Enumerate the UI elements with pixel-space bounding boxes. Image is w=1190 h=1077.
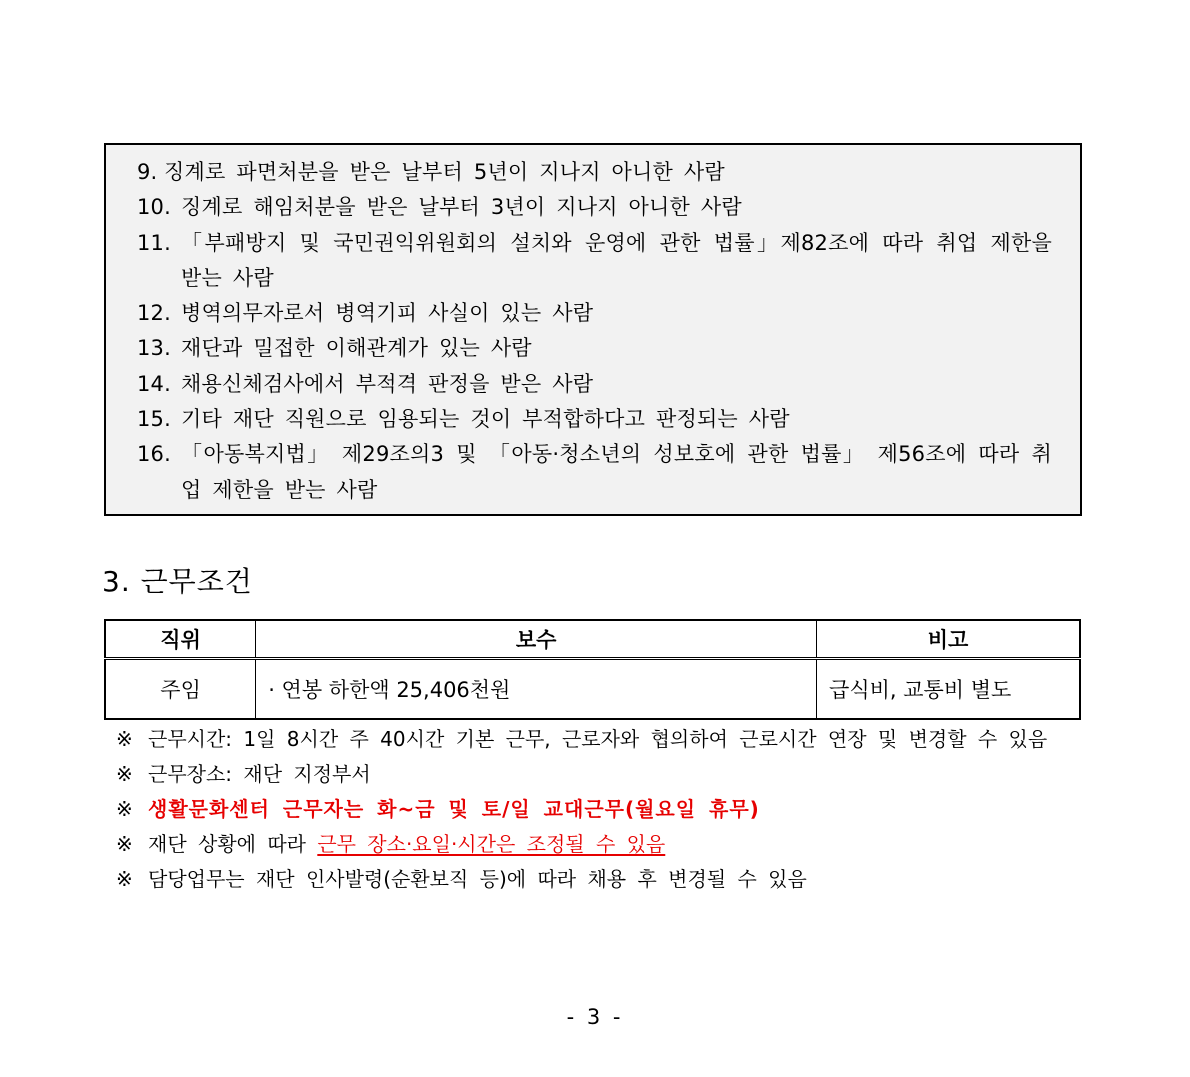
note-text: 담당업무는 재단 인사발령(순환보직 등)에 따라 채용 후 변경될 수 있음 xyxy=(148,867,807,891)
header-position: 직위 xyxy=(105,620,256,659)
header-pay: 보수 xyxy=(256,620,817,659)
item-number: 13. xyxy=(137,336,171,361)
item-text: 「부패방지 및 국민권익위원회의 설치와 운영에 관한 법률」제82조에 따라 취업 제한을 받는 사람 xyxy=(181,230,1052,290)
note-work-place xyxy=(116,757,1074,792)
note-text-prefix: 재단 상황에 따라 xyxy=(148,832,318,856)
page-number: - 3 - xyxy=(566,1005,624,1029)
reference-mark: ※ xyxy=(116,867,133,891)
list-item xyxy=(137,331,1052,366)
list-item xyxy=(137,367,1052,402)
cell-note: 급식비, 교통비 별도 xyxy=(817,659,1080,720)
cell-pay: · 연봉 하한액 25,406천원 xyxy=(256,659,817,720)
item-text: 「아동복지법」 제29조의3 및 「아동·청소년의 성보호에 관한 법률」 제56조에 따라 취업 제한을 받는 사람 xyxy=(181,442,1052,502)
reference-mark: ※ xyxy=(116,762,133,786)
disqualification-list-box xyxy=(104,143,1082,516)
note-text-underlined: 근무 장소·요일·시간은 조정될 수 있음 xyxy=(317,832,666,856)
item-text: 징계로 해임처분을 받은 날부터 3년이 지나지 아니한 사람 xyxy=(181,195,742,220)
note-text xyxy=(148,827,1074,862)
item-number: 10. xyxy=(137,195,171,220)
table-header-row xyxy=(105,620,1080,659)
list-item xyxy=(137,402,1052,437)
item-number: 11. xyxy=(137,230,171,255)
note-duty-change xyxy=(116,862,1074,897)
note-adjustment xyxy=(116,827,1074,862)
list-item xyxy=(137,190,1052,225)
header-note: 비고 xyxy=(817,620,1080,659)
list-item xyxy=(137,296,1052,331)
list-item xyxy=(137,437,1052,508)
cell-position: 주임 xyxy=(160,678,201,702)
item-number: 14. xyxy=(137,371,171,396)
item-number: 9. xyxy=(137,160,158,184)
item-text: 재단과 밀접한 이해관계가 있는 사람 xyxy=(181,336,532,361)
note-work-hours xyxy=(116,722,1074,757)
list-item xyxy=(137,155,1052,190)
reference-mark: ※ xyxy=(116,727,133,751)
item-text: 징계로 파면처분을 받은 날부터 5년이 지나지 아니한 사람 xyxy=(164,160,725,184)
item-text: 채용신체검사에서 부적격 판정을 받은 사람 xyxy=(181,371,594,396)
item-text: 기타 재단 직원으로 임용되는 것이 부적합하다고 판정되는 사람 xyxy=(181,407,790,432)
note-center-shift xyxy=(116,792,1074,827)
section-title: 3. 근무조건 xyxy=(102,565,253,598)
note-text: 근무시간: 1일 8시간 주 40시간 기본 근무, 근로자와 협의하여 근로시간 연장 및 변경할 수 있음 xyxy=(148,727,1048,751)
notes-list xyxy=(116,722,1074,897)
table-row xyxy=(105,659,1080,720)
item-number: 15. xyxy=(137,407,171,432)
item-number: 16. xyxy=(137,442,171,467)
note-text: 근무장소: 재단 지정부서 xyxy=(148,762,371,786)
work-conditions-table xyxy=(104,619,1081,720)
reference-mark: ※ xyxy=(116,797,133,821)
item-number: 12. xyxy=(137,301,171,326)
item-text: 병역의무자로서 병역기피 사실이 있는 사람 xyxy=(181,301,594,326)
list-item xyxy=(137,226,1052,297)
reference-mark: ※ xyxy=(116,832,133,856)
note-text-highlight: 생활문화센터 근무자는 화~금 및 토/일 교대근무(월요일 휴무) xyxy=(148,797,760,821)
